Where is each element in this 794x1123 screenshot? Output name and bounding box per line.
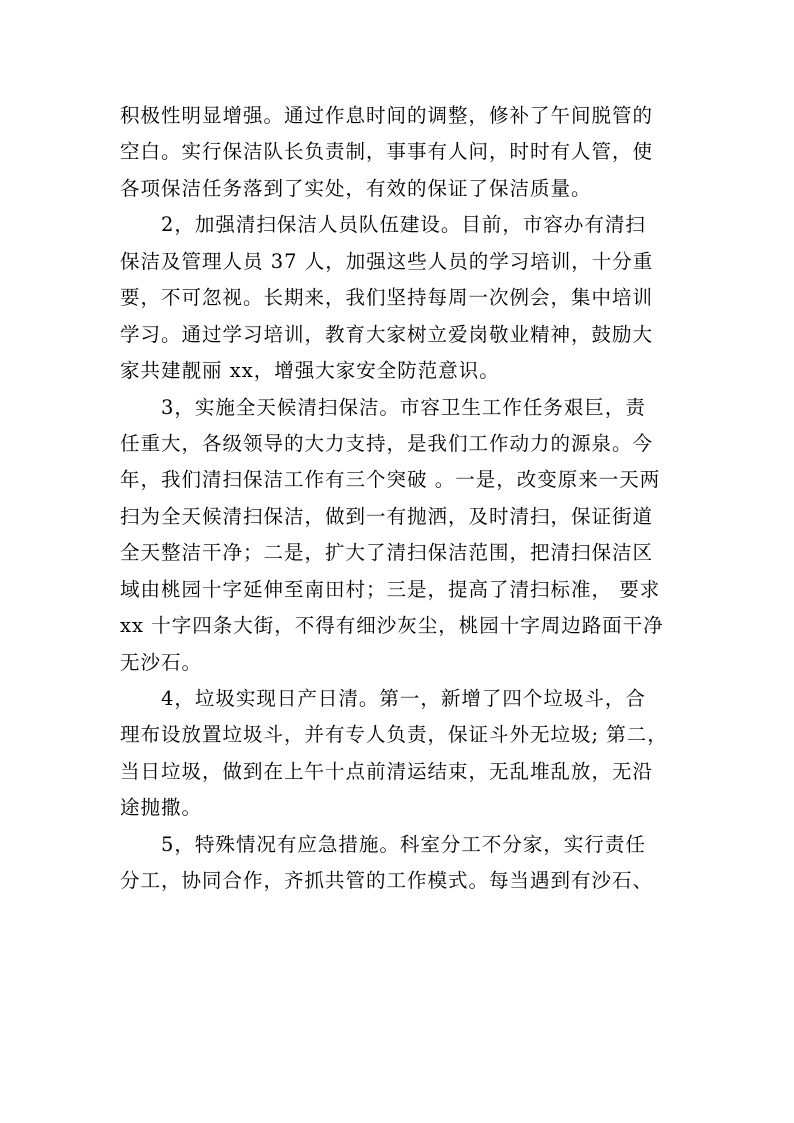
text-line: 途抛撒。 xyxy=(120,796,203,820)
text-line: 任重大，各级领导的大力支持，是我们工作动力的源泉。今 xyxy=(120,431,654,455)
text-line: 全天整洁干净；二是，扩大了清扫保洁范围，把清扫保洁区 xyxy=(120,541,654,565)
text-line: 理布设放置垃圾斗，并有专人负责，保证斗外无垃圾; 第二， xyxy=(120,723,668,747)
text-line: 分工，协同合作，齐抓共管的工作模式。每当遇到有沙石、 xyxy=(120,869,654,893)
text-line: 域由桃园十字延伸至南田村；三是，提高了清扫标准， 要求 xyxy=(120,577,661,601)
body-text xyxy=(120,98,686,900)
text-line: 各项保洁任务落到了实处，有效的保证了保洁质量。 xyxy=(120,176,592,200)
text-line: 家共建靓丽 xx，增强大家安全防范意识。 xyxy=(120,359,500,383)
text-line: 学习。通过学习培训，教育大家树立爱岗敬业精神，鼓励大 xyxy=(120,322,654,346)
text-line: 积极性明显增强。通过作息时间的调整，修补了午间脱管的 xyxy=(120,104,654,127)
text-line: 当日垃圾，做到在上午十点前清运结束，无乱堆乱放，无沿 xyxy=(120,759,654,783)
paragraph-3-start: 3，实施全天候清扫保洁。市容卫生工作任务艰巨，责 xyxy=(161,395,646,419)
text-line: 扫为全天候清扫保洁，做到一有抛洒，及时清扫，保证街道 xyxy=(120,504,654,528)
paragraph-4-start: 4，垃圾实现日产日清。第一，新增了四个垃圾斗，合 xyxy=(161,687,646,710)
text-line: 年，我们清扫保洁工作有三个突破 。一是，改变原来一天两 xyxy=(120,468,661,492)
paragraph-5-start: 5，特殊情况有应急措施。科室分工不分家，实行责任 xyxy=(161,832,646,856)
text-line: 保洁及管理人员 37 人，加强这些人员的学习培训，十分重 xyxy=(120,249,654,273)
text-line: 要，不可忽视。长期来，我们坚持每周一次例会，集中培训 xyxy=(120,286,654,310)
text-line: xx 十字四条大街，不得有细沙灰尘，桃园十字周边路面干净 xyxy=(120,614,664,638)
text-line: 空白。实行保洁队长负责制，事事有人问，时时有人管，使 xyxy=(120,140,654,164)
paragraph-2-start: 2，加强清扫保洁人员队伍建设。目前，市容办有清扫 xyxy=(161,213,646,237)
text-line: 无沙石。 xyxy=(120,650,203,674)
